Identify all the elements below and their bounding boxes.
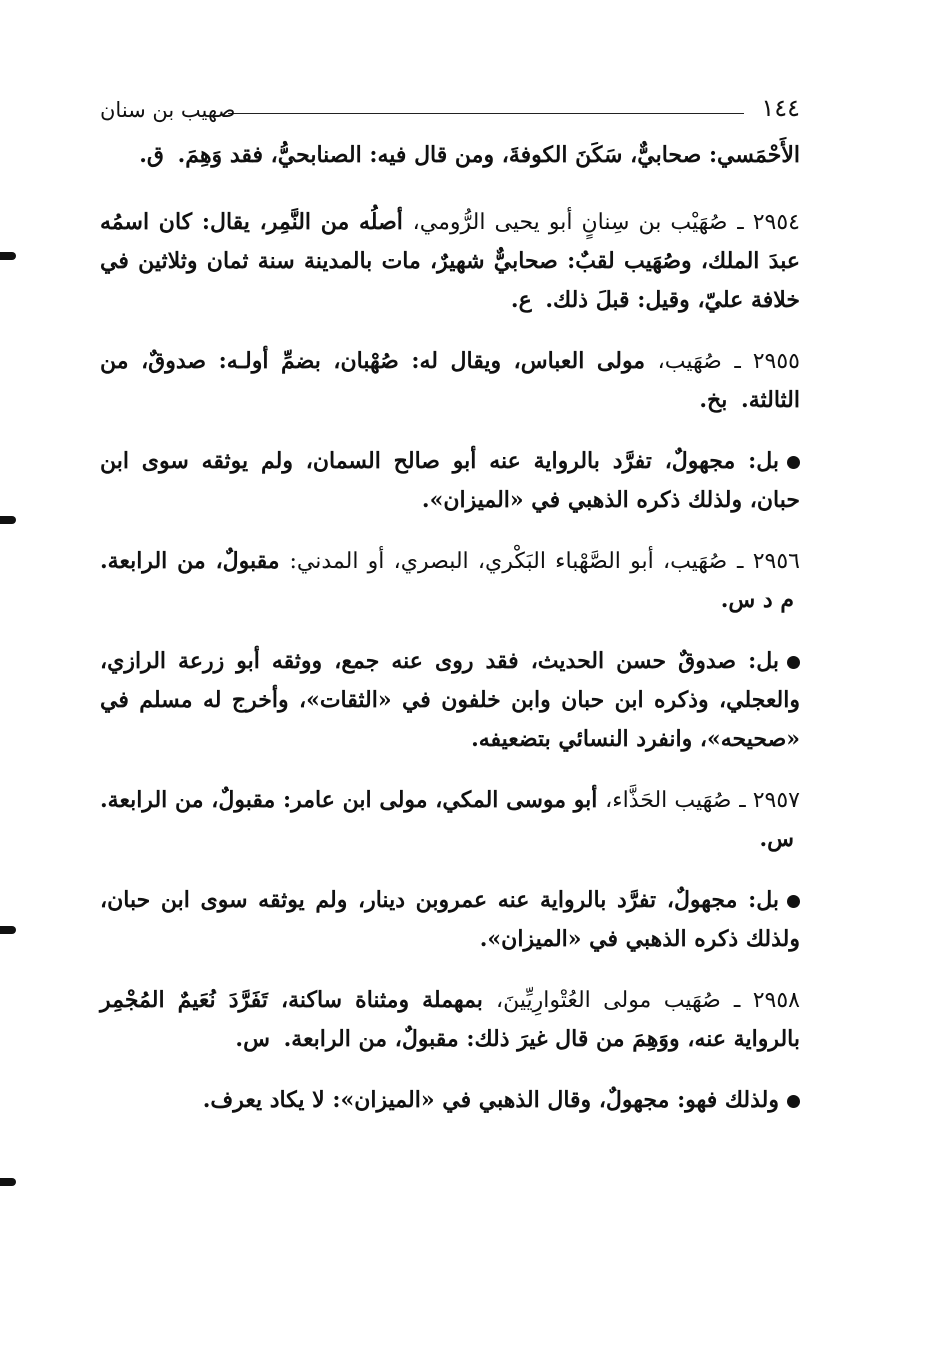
header-rule — [228, 113, 744, 114]
scan-edge-mark — [0, 1178, 16, 1186]
entry-text: أبو موسى المكي، مولى ابن عامر: مقبولٌ، من الرابعة. — [100, 787, 598, 813]
note-text: بل: مجهولٌ، تفرَّد بالرواية عنه أبو صالح السمان، ولم يوثقه سوى ابن حبان، ولذلك ذكره الذهبي في «الميزان». — [100, 448, 800, 513]
page-number: ١٤٤ — [761, 94, 800, 122]
entry-text: مقبولٌ، من الرابعة. — [100, 548, 280, 574]
note-2955 — [100, 442, 800, 520]
entry-text: بمهملة ومثناة ساكنة، تَفَرَّدَ نُعَيمٌ المُجْمِر بالرواية عنه، ووَهِمَ من قال غيرَ ذلك: مقبولٌ، من الرابعة. — [100, 987, 800, 1052]
scan-edge-mark — [0, 926, 16, 934]
note-text: بل: صدوقٌ حسن الحديث، فقد روى عنه جمع، ووثقه أبو زرعة الرازي، والعجلي، وذكره ابن حبان وابن خلفون في «الثقات»، وأخرج له مسلم في «صحيحه»، وانفرد النسائي بتضعيفه. — [100, 648, 800, 752]
siglum: س. — [235, 1026, 270, 1052]
entry-number: ٢٩٥٨ ـ — [733, 988, 800, 1013]
bullet-icon — [787, 895, 800, 908]
paragraph-continuation — [100, 136, 800, 175]
siglum: بخ. — [699, 387, 728, 413]
entry-number: ٢٩٥٧ ـ — [739, 788, 800, 813]
paragraph-text: الأَحْمَسي: صحابيٌّ، سَكَنَ الكوفةَ، ومن قال فيه: الصنابحيُّ، فقد وَهِمَ. — [177, 142, 800, 168]
entry-text: أصلُه من النَّمِر، يقال: كان اسمُه عبدَ الملك، وصُهَيب لقبٌ: صحابيٌّ شهيرٌ، مات بالمدينة سنة ثمان وثلاثين في خلافة عليّ، وقيل: قبلَ ذلك. — [100, 209, 800, 313]
entry-name: صُهَيب الحَذَّاء، — [605, 788, 732, 813]
note-2958 — [100, 1081, 800, 1120]
entry-number: ٢٩٥٦ ـ — [737, 549, 800, 574]
entry-name: صُهَيب، — [657, 349, 722, 374]
note-2957 — [100, 881, 800, 959]
page-body — [100, 136, 800, 1120]
page-header — [100, 92, 800, 128]
running-title: صهيب بن سنان — [100, 98, 236, 122]
bullet-icon — [787, 656, 800, 669]
entry-2956 — [100, 542, 800, 620]
scan-edge-mark — [0, 516, 16, 524]
bullet-icon — [787, 1095, 800, 1108]
siglum: ق. — [139, 142, 164, 168]
scan-edge-mark — [0, 252, 16, 260]
entry-2958 — [100, 981, 800, 1059]
entry-number: ٢٩٥٤ ـ — [737, 210, 800, 235]
entry-2957 — [100, 781, 800, 859]
note-2956 — [100, 642, 800, 759]
entry-text: مولى العباس، ويقال له: صُهْبان، بضمِّ أولـه: صدوقٌ، من الثالثة. — [100, 348, 800, 413]
entry-name: صُهَيْب بن سِنانٍ أبو يحيى الرُّومي، — [412, 210, 728, 235]
entry-2955 — [100, 342, 800, 420]
siglum: ع. — [510, 287, 532, 313]
siglum: م د س. — [720, 587, 794, 613]
siglum: س. — [759, 826, 794, 852]
entry-name: صُهَيب، أبو الصَّهْباء البَكْري، البصري، أو المدني: — [289, 549, 728, 574]
entry-name: صُهَيب مولى العُتْوارِيِّينَ، — [495, 988, 721, 1013]
entry-number: ٢٩٥٥ ـ — [734, 349, 800, 374]
note-text: بل: مجهولٌ، تفرَّد بالرواية عنه عمروبن دينار، ولم يوثقه سوى ابن حبان، ولذلك ذكره الذهبي في «الميزان». — [100, 887, 800, 952]
bullet-icon — [787, 456, 800, 469]
note-text: ولذلك فهو: مجهولٌ، وقال الذهبي في «الميزان»: لا يكاد يعرف. — [202, 1087, 779, 1113]
entry-2954 — [100, 203, 800, 320]
